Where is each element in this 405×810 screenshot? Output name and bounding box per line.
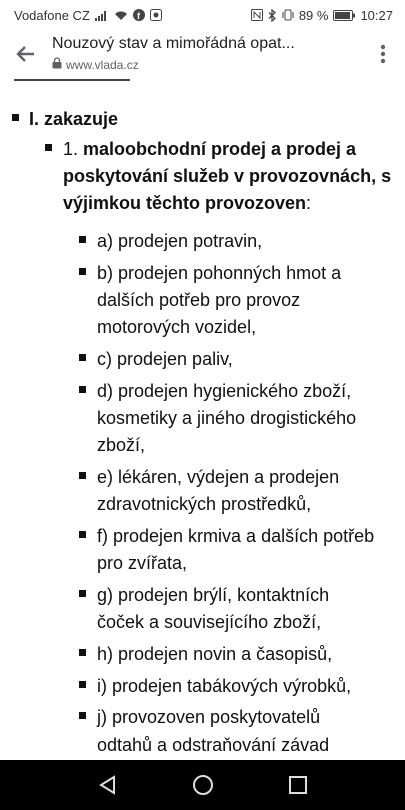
carrier-name: Vodafone CZ [14,7,90,23]
browser-toolbar [0,30,405,78]
item-text: výjimkou těchto provozoven [63,193,307,213]
image-notification-icon [150,9,162,21]
more-vert-icon [380,44,386,64]
subitem-line: d) prodejen hygienického zboží, [97,380,352,401]
back-button[interactable] [0,30,52,78]
nfc-icon [251,9,263,21]
svg-text:f: f [136,11,140,21]
subitem-line: zboží, [97,435,146,456]
subitem-line: čoček a souvisejícího zboží, [97,612,322,633]
bullet-icon [79,590,86,597]
bluetooth-icon [268,9,277,22]
triangle-back-icon [98,775,118,795]
subitem-line: zdravotnických prostředků, [97,494,312,515]
nav-recents-button[interactable] [278,765,318,805]
subitem-line: pro zvířata, [97,553,188,574]
url-text: www.vlada.cz [66,57,139,72]
subitem-line: dalších potřeb pro provoz [97,290,301,310]
clock: 10:27 [360,7,393,23]
address-bar[interactable] [52,35,361,74]
item-number: 1. [63,139,79,159]
bullet-icon [79,268,86,275]
facebook-icon [133,9,145,21]
nav-back-button[interactable] [88,765,128,805]
subitem-line: a) prodejen potravin, [97,231,263,251]
wifi-icon [114,10,128,21]
item-line [63,190,311,217]
subitem-line: b) prodejen pohonných hmot a [97,262,342,283]
bullet-icon [12,114,19,121]
subitem-line: h) prodejen novin a časopisů, [97,644,333,664]
circle-home-icon [192,774,214,796]
progress-divider [14,79,130,81]
bullet-icon [79,712,86,719]
item-line [63,136,356,163]
subitem-line: kosmetiky a jiného drogistického [97,408,357,428]
bullet-icon [79,649,86,656]
battery-icon [333,10,355,21]
battery-percent: 89 % [298,7,329,23]
subitem-line: odtahů a odstraňování závad [97,734,330,755]
vibrate-icon [282,9,294,21]
section-heading: I. zakazuje [29,109,119,129]
bullet-icon [79,354,86,361]
system-nav-bar [0,760,405,810]
page-title: Nouzový stav a mimořádná opat... [52,34,295,52]
bullet-icon [45,144,52,151]
subitem-line: motorových vozidel, [97,317,257,338]
item-line: poskytování služeb v provozovnách, s [63,166,392,186]
signal-icon [95,10,109,21]
bullet-icon [79,681,86,688]
subitem-line: g) prodejen brýlí, kontaktních [97,585,330,605]
item-text: : [306,193,312,213]
item-text: maloobchodní prodej a prodej a [83,139,357,159]
bullet-icon [79,236,86,243]
subitem-line: c) prodejen paliv, [97,349,233,369]
subitem-line: j) provozoven poskytovatelů [97,707,321,728]
bullet-icon [79,472,86,479]
subitem-line: i) prodejen tabákových výrobků, [97,675,352,696]
page-content [0,92,405,760]
subitem-line: f) prodejen krmiva a dalších potřeb [97,526,375,546]
nav-home-button[interactable] [183,765,223,805]
back-arrow-icon [16,44,36,64]
lock-icon [52,56,62,74]
square-recents-icon [288,775,308,795]
bullet-icon [79,386,86,393]
subitem-line: e) lékáren, výdejen a prodejen [97,467,340,487]
overflow-menu-button[interactable] [361,30,405,78]
status-bar [0,0,405,30]
bullet-icon [79,531,86,538]
